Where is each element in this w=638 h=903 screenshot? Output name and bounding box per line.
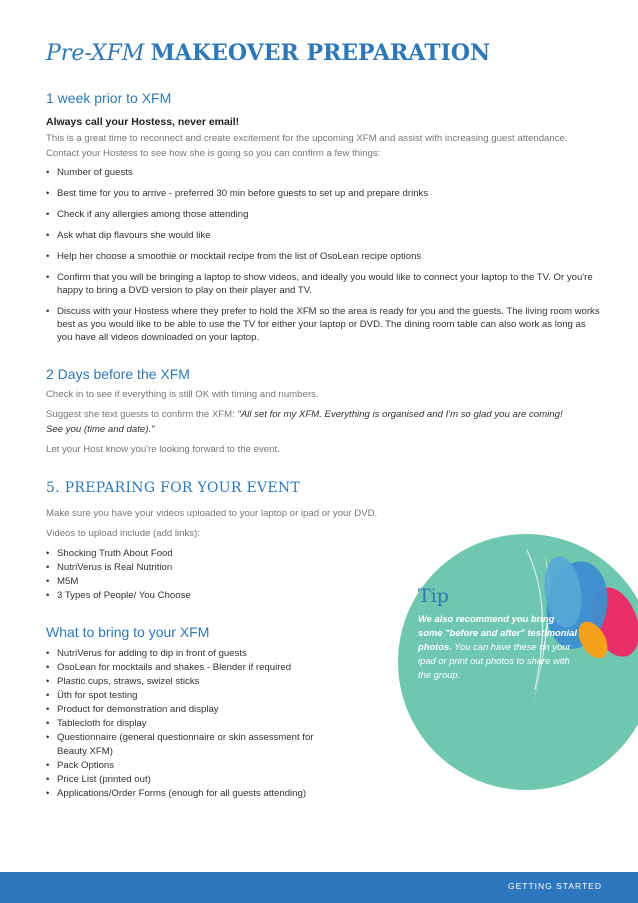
preparing-line1: Make sure you have your videos uploaded to your laptop or ipad or your DVD. [46,508,378,519]
tip-body [418,612,578,682]
list-item: • Help her choose a smoothie or mocktail recipe from the list of OsoLean recipe options [46,250,601,263]
week-callout: Always call your Hostess, never email! [46,116,240,128]
list-item: • Pack Options [46,759,346,773]
title-bold: MAKEOVER PREPARATION [150,40,491,66]
twodays-line2-quote: "All set for my XFM. Everything is organised and I'm so glad you are coming! See you (time and date)." [46,409,563,435]
twodays-line2 [46,407,566,437]
twodays-line3: Let your Host know you're looking forward to the event. [46,444,280,455]
list-item: • 3 Types of People/ You Choose [46,589,386,603]
list-item: • Discuss with your Hostess where they prefer to hold the XFM so the area is ready for you and the guests. The living room works best as you would like to be able to use the TV for either your laptop or DVD. The dining room table can also work as long as you have all videos downloaded on your laptop. [46,305,601,344]
list-item: • NutriVerus is Real Nutrition [46,561,386,575]
videos-list [46,547,386,603]
tip-rest-text: You can have these on your ipad or print out photos to share with the group. [418,641,571,680]
title-italic: Pre-XFM [46,41,145,66]
list-item: • Tablecloth for display [46,717,346,731]
tip-bold-text: We also recommend you bring some "before and after" testimonial photos. [418,613,577,652]
list-item: • Shocking Truth About Food [46,547,386,561]
list-item: • Check if any allergies among those attending [46,208,601,221]
list-item: • Number of guests [46,166,601,179]
footer-bar [0,872,638,903]
twodays-line2-plain: Suggest she text guests to confirm the XFM: [46,409,238,420]
twodays-heading: 2 Days before the XFM [46,366,190,382]
list-item: • M5M [46,575,386,589]
list-item: • Üth for spot testing [46,689,346,703]
week-heading: 1 week prior to XFM [46,90,172,106]
preparing-heading: 5. PREPARING FOR YOUR EVENT [46,480,301,496]
week-checklist [46,166,601,352]
list-item: • Confirm that you will be bringing a laptop to show videos, and ideally you would like to connect your laptop to the TV. Or you're happy to bring a DVD version to play on their player and TV. [46,271,601,297]
list-item: • NutriVerus for adding to dip in front of guests [46,647,346,661]
twodays-line1: Check in to see if everything is still OK with timing and numbers. [46,389,319,400]
list-item: • Plastic cups, straws, swizel sticks [46,675,346,689]
list-item: • Best time for you to arrive - preferred 30 min before guests to set up and prepare drinks [46,187,601,200]
bring-heading: What to bring to your XFM [46,624,210,640]
footer-label: GETTING STARTED [507,881,602,891]
week-intro: This is a great time to reconnect and create excitement for the upcoming XFM and assist with increasing guest attendance. Contact your Hostess to see how she is going so you can confirm a few things: [46,133,568,159]
list-item: • Applications/Order Forms (enough for all guests attending) [46,787,346,801]
page-title [46,40,490,66]
tip-heading: Tip [418,585,449,607]
list-item: • Price List (printed out) [46,773,346,787]
list-item: • Questionnaire (general questionnaire or skin assessment for Beauty XFM) [46,731,346,759]
preparing-line2: Videos to upload include (add links): [46,528,200,539]
bring-list [46,647,346,801]
list-item: • OsoLean for mocktails and shakes - Blender if required [46,661,346,675]
list-item: • Ask what dip flavours she would like [46,229,601,242]
list-item: • Product for demonstration and display [46,703,346,717]
